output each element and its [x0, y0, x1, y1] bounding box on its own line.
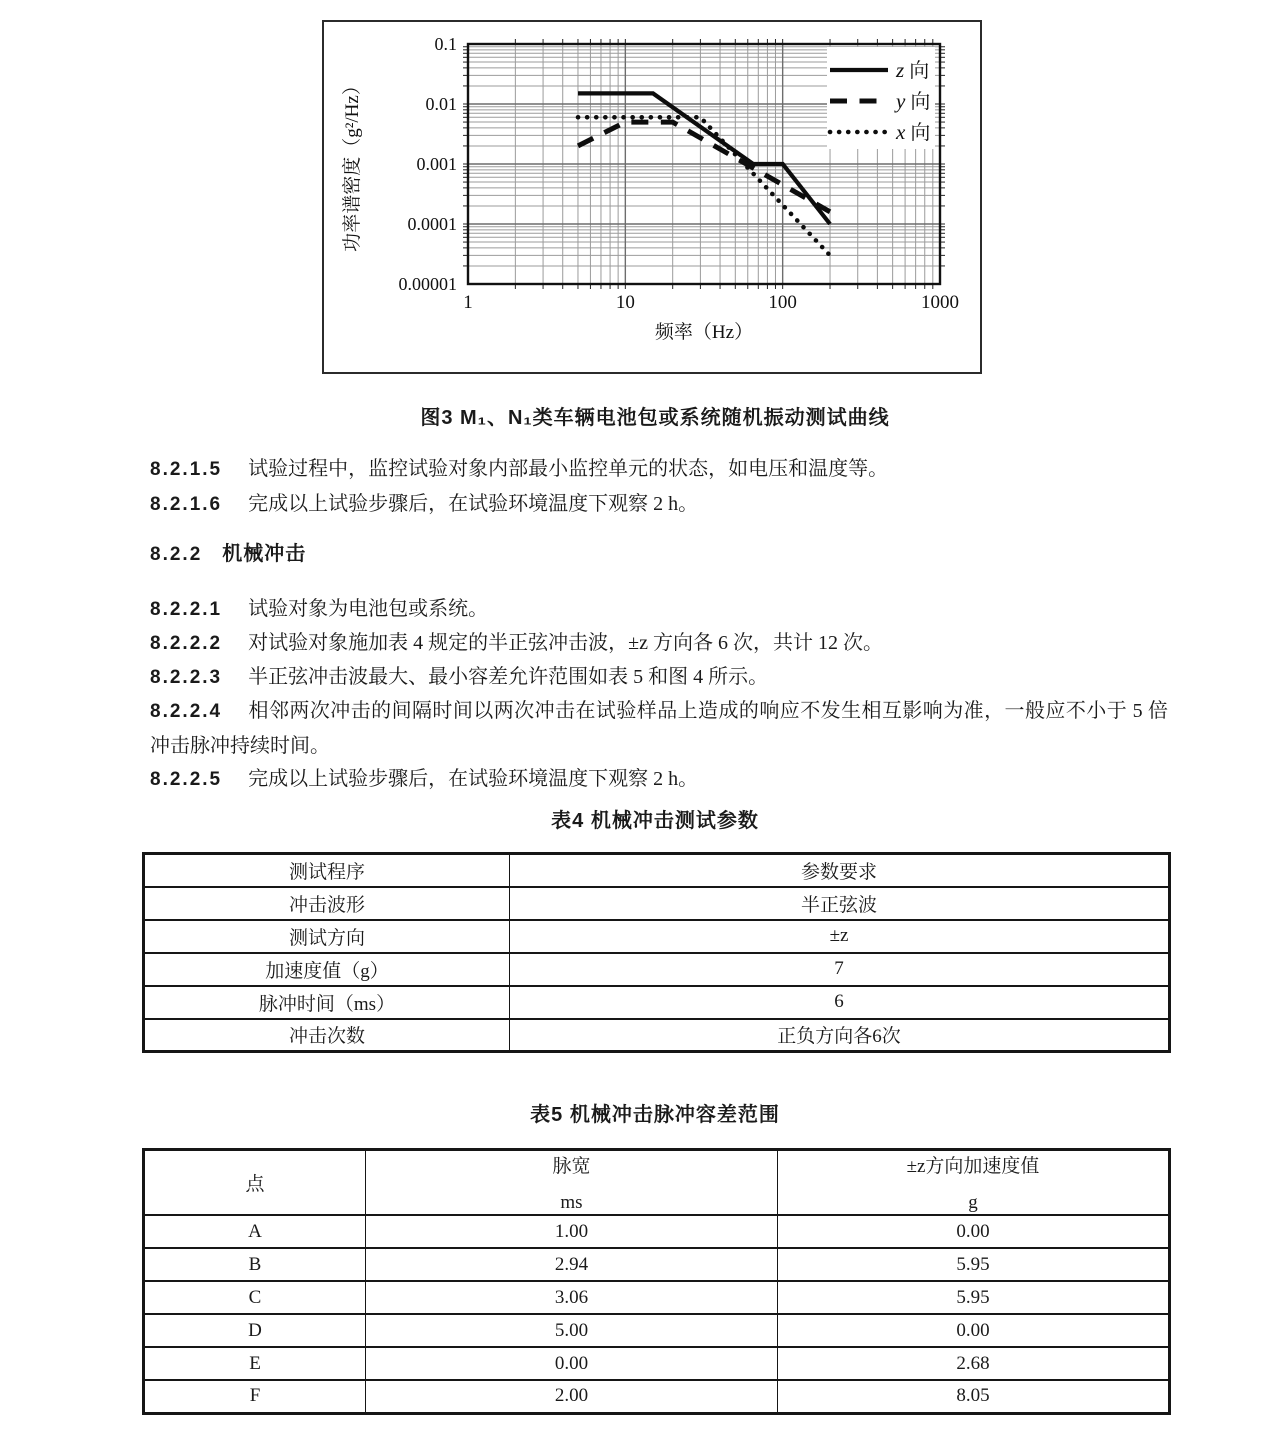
clause-text: 对试验对象施加表 4 规定的半正弦冲击波，±z 方向各 6 次，共计 12 次。 [248, 632, 883, 654]
table-4 [142, 852, 1171, 1053]
table-cell: 半正弦波 [510, 887, 1170, 920]
clause-text: 相邻两次冲击的间隔时间以两次冲击在试验样品上造成的响应不发生相互影响为准，一般应不小于 5 倍冲击脉冲持续时间。 [150, 700, 1168, 757]
table-cell: 2.00 [366, 1380, 778, 1413]
y-axis-label: 功率谱密度（g²/Hz） [342, 76, 363, 252]
table-cell: 冲击波形 [144, 887, 510, 920]
legend-label-y: y 向 [896, 89, 931, 113]
header-line: 脉宽 [552, 1156, 591, 1177]
table-header-cell: 参数要求 [510, 854, 1170, 887]
table-cell: ±z [510, 920, 1170, 953]
table-header-cell: 点 [144, 1150, 366, 1216]
clause-text: 试验对象为电池包或系统。 [248, 598, 489, 620]
y-tick-label: 0.00001 [398, 274, 457, 294]
table-cell: 7 [510, 953, 1170, 986]
table-row [144, 887, 1170, 920]
clause-text: 完成以上试验步骤后，在试验环境温度下观察 2 h。 [248, 768, 699, 790]
x-axis-label: 频率（Hz） [654, 322, 754, 343]
table-header-cell [366, 1150, 778, 1216]
table-row [144, 1248, 1170, 1281]
table-row [144, 986, 1170, 1019]
table-cell: 冲击次数 [144, 1019, 510, 1052]
x-tick-label: 1 [463, 292, 473, 313]
clause-number: 8.2.2 [150, 544, 203, 565]
table-cell: 测试方向 [144, 920, 510, 953]
table-header-cell: 测试程序 [144, 854, 510, 887]
legend-label-z: z 向 [896, 58, 930, 82]
table-row [144, 1314, 1170, 1347]
figure-3-frame [322, 20, 982, 374]
table-cell: 2.68 [778, 1347, 1170, 1380]
table-row [144, 1281, 1170, 1314]
clause-8-2-2-1 [150, 592, 1168, 627]
table-row [144, 1347, 1170, 1380]
table-cell: 正负方向各6次 [510, 1019, 1170, 1052]
table-cell: D [144, 1314, 366, 1347]
table-cell: B [144, 1248, 366, 1281]
table-cell: 8.05 [778, 1380, 1170, 1413]
clause-number: 8.2.2.4 [150, 701, 223, 722]
clause-text: 试验过程中，监控试验对象内部最小监控单元的状态，如电压和温度等。 [248, 458, 889, 480]
table-row [144, 1380, 1170, 1413]
table-header-cell [778, 1150, 1170, 1216]
table-cell: 3.06 [366, 1281, 778, 1314]
table-row [144, 1215, 1170, 1248]
table-cell: 6 [510, 986, 1170, 1019]
header-unit: ms [560, 1192, 583, 1213]
y-tick-label: 0.001 [416, 154, 457, 174]
chart-legend [827, 47, 935, 149]
heading-text: 机械冲击 [222, 543, 307, 565]
table-cell: 5.00 [366, 1314, 778, 1347]
clause-8-2-2-5 [150, 762, 1168, 797]
table-cell: E [144, 1347, 366, 1380]
table-row [144, 920, 1170, 953]
clause-8-2-1-6 [150, 487, 1168, 522]
table-5 [142, 1148, 1171, 1415]
clause-8-2-2-3 [150, 660, 1168, 695]
legend-label-x: x 向 [896, 120, 931, 144]
table-5-caption: 表5 机械冲击脉冲容差范围 [530, 1104, 780, 1126]
table-cell: C [144, 1281, 366, 1314]
table-row [144, 1150, 1170, 1216]
table-cell: 1.00 [366, 1215, 778, 1248]
clause-text: 完成以上试验步骤后，在试验环境温度下观察 2 h。 [248, 493, 699, 515]
clause-number: 8.2.2.5 [150, 769, 223, 790]
table-row [144, 953, 1170, 986]
table-cell: 加速度值（g） [144, 953, 510, 986]
table-cell: 5.95 [778, 1281, 1170, 1314]
clause-number: 8.2.1.5 [150, 459, 223, 480]
table-cell: 5.95 [778, 1248, 1170, 1281]
header-unit: g [968, 1192, 978, 1213]
header-line: ±z方向加速度值 [906, 1156, 1040, 1177]
table-4-caption: 表4 机械冲击测试参数 [551, 810, 759, 832]
clause-number: 8.2.2.2 [150, 633, 223, 654]
table-cell: 2.94 [366, 1248, 778, 1281]
table-row [144, 1019, 1170, 1052]
clause-number: 8.2.1.6 [150, 494, 223, 515]
table-row [144, 854, 1170, 887]
table-cell: A [144, 1215, 366, 1248]
clause-8-2-1-5 [150, 452, 1168, 487]
y-tick-label: 0.01 [425, 94, 457, 114]
figure-3-caption: 图3 M₁、N₁类车辆电池包或系统随机振动测试曲线 [420, 407, 890, 429]
table-cell: 0.00 [778, 1314, 1170, 1347]
table-cell: 脉冲时间（ms） [144, 986, 510, 1019]
series-x-line [578, 117, 830, 255]
clause-number: 8.2.2.3 [150, 667, 223, 688]
x-tick-label: 100 [768, 292, 797, 313]
table-cell: F [144, 1380, 366, 1413]
table-cell: 0.00 [778, 1215, 1170, 1248]
clause-8-2-2-4 [150, 694, 1168, 763]
heading-8-2-2 [150, 537, 1168, 572]
y-tick-label: 0.1 [434, 34, 457, 54]
y-tick-label: 0.0001 [407, 214, 457, 234]
clause-text: 半正弦冲击波最大、最小容差允许范围如表 5 和图 4 所示。 [248, 666, 769, 688]
x-tick-label: 1000 [921, 292, 959, 313]
clause-number: 8.2.2.1 [150, 599, 223, 620]
clause-8-2-2-2 [150, 626, 1168, 661]
table-cell: 0.00 [366, 1347, 778, 1380]
x-tick-label: 10 [615, 292, 635, 313]
random-vibration-psd-chart [324, 22, 980, 372]
